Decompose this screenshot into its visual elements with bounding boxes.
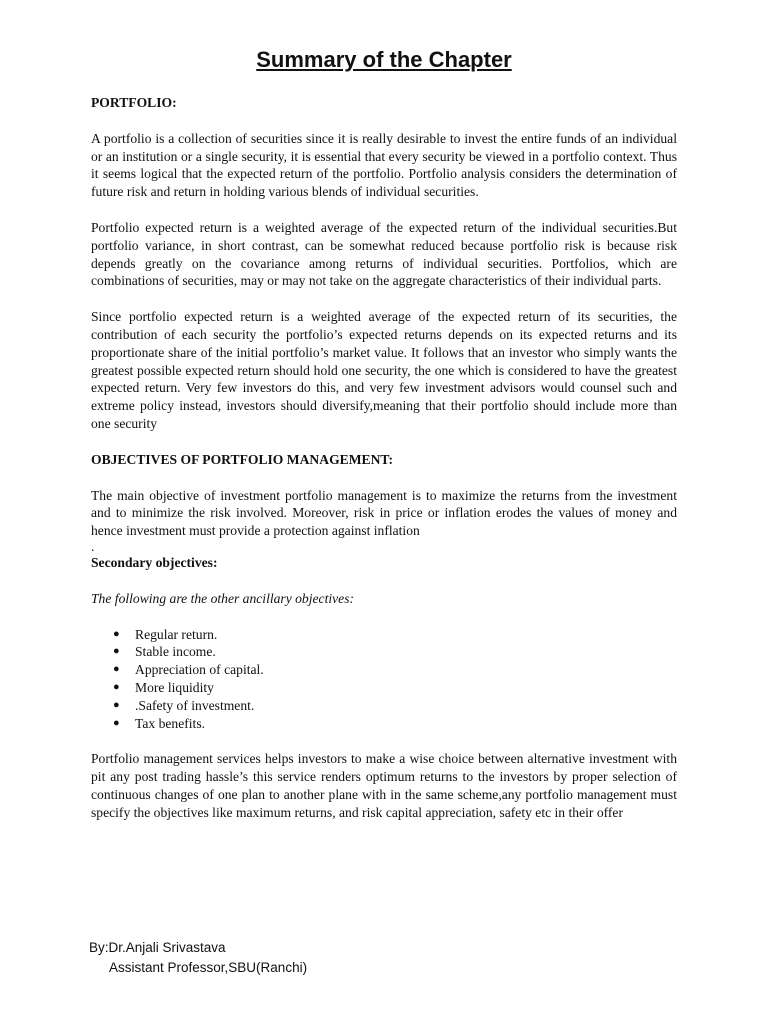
secondary-objectives-heading: Secondary objectives: (91, 554, 218, 570)
author-footer (89, 938, 307, 978)
list-item: ● Stable income. (113, 643, 677, 661)
portfolio-heading: PORTFOLIO: (91, 95, 177, 110)
portfolio-paragraph-3: Since portfolio expected return is a weighted average of the expected return of its securities, the contribution of each security the portfolio’s expected returns depends on its expected returns and its proportionate share of the initial portfolio’s market value. It follows that an investor who simply wants the greatest possible expected return should hold one security, the one which is considered to have the greatest expected return. Very few investors do this, and very few investment advisors would counsel such and extreme policy instead, investors should diversify,meaning that their portfolio should include more than one security (91, 309, 677, 431)
author-role: Assistant Professor,SBU(Ranchi) (109, 960, 308, 975)
list-item: ● .Safety of investment. (113, 697, 677, 715)
list-item: ● More liquidity (113, 679, 677, 697)
objectives-list (91, 626, 677, 733)
objectives-paragraph: The main objective of investment portfolio management is to maximize the returns from the investment and to minimize the risk involved. Moreover, risk in price or inflation erodes the values of money and hence investment must provide a protection against inflation (91, 487, 677, 539)
page-title: Summary of the Chapter (256, 47, 512, 72)
list-item: ● Regular return. (113, 626, 677, 644)
author-name: By:Dr.Anjali Srivastava (89, 940, 226, 955)
list-item: ● Appreciation of capital. (113, 661, 677, 679)
objectives-heading: OBJECTIVES OF PORTFOLIO MANAGEMENT: (91, 451, 394, 467)
closing-paragraph: Portfolio management services helps investors to make a wise choice between alternative investment with pit any post trading hassle’s this service renders optimum returns to the investors by proper selection of continuous changes of one plan to another plane with in the same scheme,any portfolio management must specify the objectives like maximum returns, and risk capital appreciation, safety etc in their offer (91, 751, 677, 820)
document-body (91, 94, 677, 822)
ancillary-intro: The following are the other ancillary objectives: (91, 590, 355, 606)
stray-dot: . (91, 538, 95, 554)
portfolio-paragraph-2: Portfolio expected return is a weighted average of the expected return of the individual securities.But portfolio variance, in short contrast, can be somewhat reduced because portfolio risk is because risk depends greatly on the covariance among returns of individual securities. Portfolios, which are combinations of securities, may or may not take on the aggregate characteristics of their individual parts. (91, 219, 677, 289)
portfolio-paragraph-1: A portfolio is a collection of securities since it is really desirable to invest the entire funds of an individual or an institution or a single security, it is essential that every security be viewed in a portfolio context. Thus it seems logical that the expected return of the portfolio. Portfolio analysis considers the determination of future risk and return in holding various blends of individual securities. (91, 130, 677, 200)
list-item: ● Tax benefits. (113, 715, 677, 733)
